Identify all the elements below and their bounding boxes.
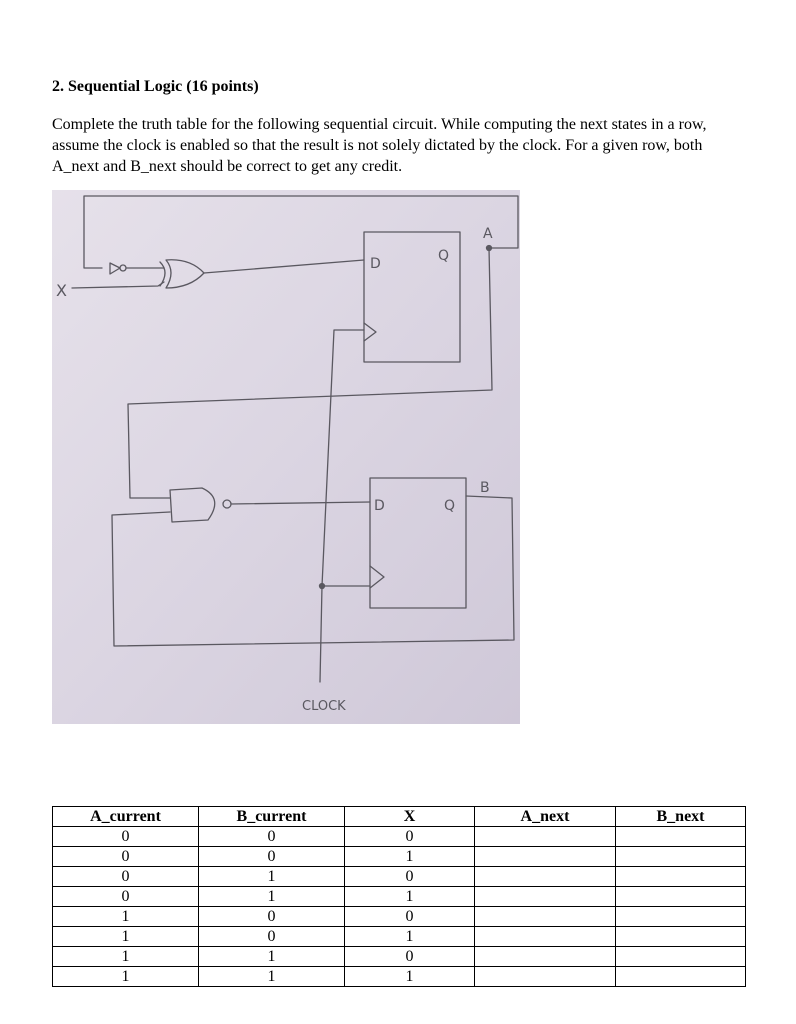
cell-b-current: 0: [199, 847, 345, 867]
cell-b-next[interactable]: [616, 867, 746, 887]
cell-b-current: 1: [199, 967, 345, 987]
cell-b-next[interactable]: [616, 967, 746, 987]
table-row: [53, 887, 746, 907]
cell-b-next[interactable]: [616, 907, 746, 927]
cell-a-current: 0: [53, 847, 199, 867]
cell-a-next[interactable]: [475, 827, 616, 847]
cell-a-next[interactable]: [475, 867, 616, 887]
cell-a-next[interactable]: [475, 967, 616, 987]
table-row: [53, 847, 746, 867]
x-input-label: X: [56, 281, 67, 300]
cell-a-next[interactable]: [475, 927, 616, 947]
col-header-a-current: A_current: [53, 807, 199, 827]
cell-x: 1: [345, 967, 475, 987]
ff-b-d-label: D: [374, 498, 385, 514]
cell-b-next[interactable]: [616, 827, 746, 847]
cell-b-next[interactable]: [616, 947, 746, 967]
cell-a-current: 1: [53, 927, 199, 947]
cell-a-current: 0: [53, 867, 199, 887]
table-row: [53, 907, 746, 927]
cell-x: 1: [345, 927, 475, 947]
table-row: [53, 867, 746, 887]
cell-a-next[interactable]: [475, 947, 616, 967]
cell-b-current: 1: [199, 887, 345, 907]
cell-a-next[interactable]: [475, 847, 616, 867]
cell-b-next[interactable]: [616, 887, 746, 907]
cell-b-next[interactable]: [616, 927, 746, 947]
col-header-x: X: [345, 807, 475, 827]
cell-a-next[interactable]: [475, 887, 616, 907]
output-b-label: B: [480, 480, 490, 496]
cell-x: 1: [345, 847, 475, 867]
cell-x: 0: [345, 907, 475, 927]
question-instructions: Complete the truth table for the following sequential circuit. While computing the next states in a row, assume the clock is enabled so that the result is not solely dictated by the clock. For a given row, both A_next and B_next should be correct to get any credit.: [52, 116, 707, 175]
cell-a-next[interactable]: [475, 907, 616, 927]
ff-a-q-label: Q: [438, 248, 450, 264]
cell-b-current: 0: [199, 907, 345, 927]
cell-b-current: 1: [199, 947, 345, 967]
col-header-b-current: B_current: [199, 807, 345, 827]
clock-label: CLOCK: [302, 699, 346, 714]
table-row: [53, 947, 746, 967]
cell-b-current: 1: [199, 867, 345, 887]
cell-b-current: 0: [199, 827, 345, 847]
cell-a-current: 1: [53, 967, 199, 987]
ff-a-d-label: D: [370, 256, 381, 272]
cell-a-current: 1: [53, 907, 199, 927]
cell-x: 0: [345, 947, 475, 967]
ff-b-q-label: Q: [444, 498, 456, 514]
cell-b-current: 0: [199, 927, 345, 947]
circuit-diagram-photo: [52, 190, 520, 724]
table-row: [53, 827, 746, 847]
cell-b-next[interactable]: [616, 847, 746, 867]
cell-a-current: 0: [53, 887, 199, 907]
cell-a-current: 1: [53, 947, 199, 967]
table-row: [53, 967, 746, 987]
truth-table: [52, 806, 746, 987]
question-heading: 2. Sequential Logic (16 points): [52, 78, 259, 95]
col-header-b-next: B_next: [616, 807, 746, 827]
cell-x: 0: [345, 827, 475, 847]
table-row: [53, 927, 746, 947]
cell-a-current: 0: [53, 827, 199, 847]
cell-x: 1: [345, 887, 475, 907]
col-header-a-next: A_next: [475, 807, 616, 827]
cell-x: 0: [345, 867, 475, 887]
output-a-label: A: [483, 226, 493, 242]
truth-table-header-row: [53, 807, 746, 827]
